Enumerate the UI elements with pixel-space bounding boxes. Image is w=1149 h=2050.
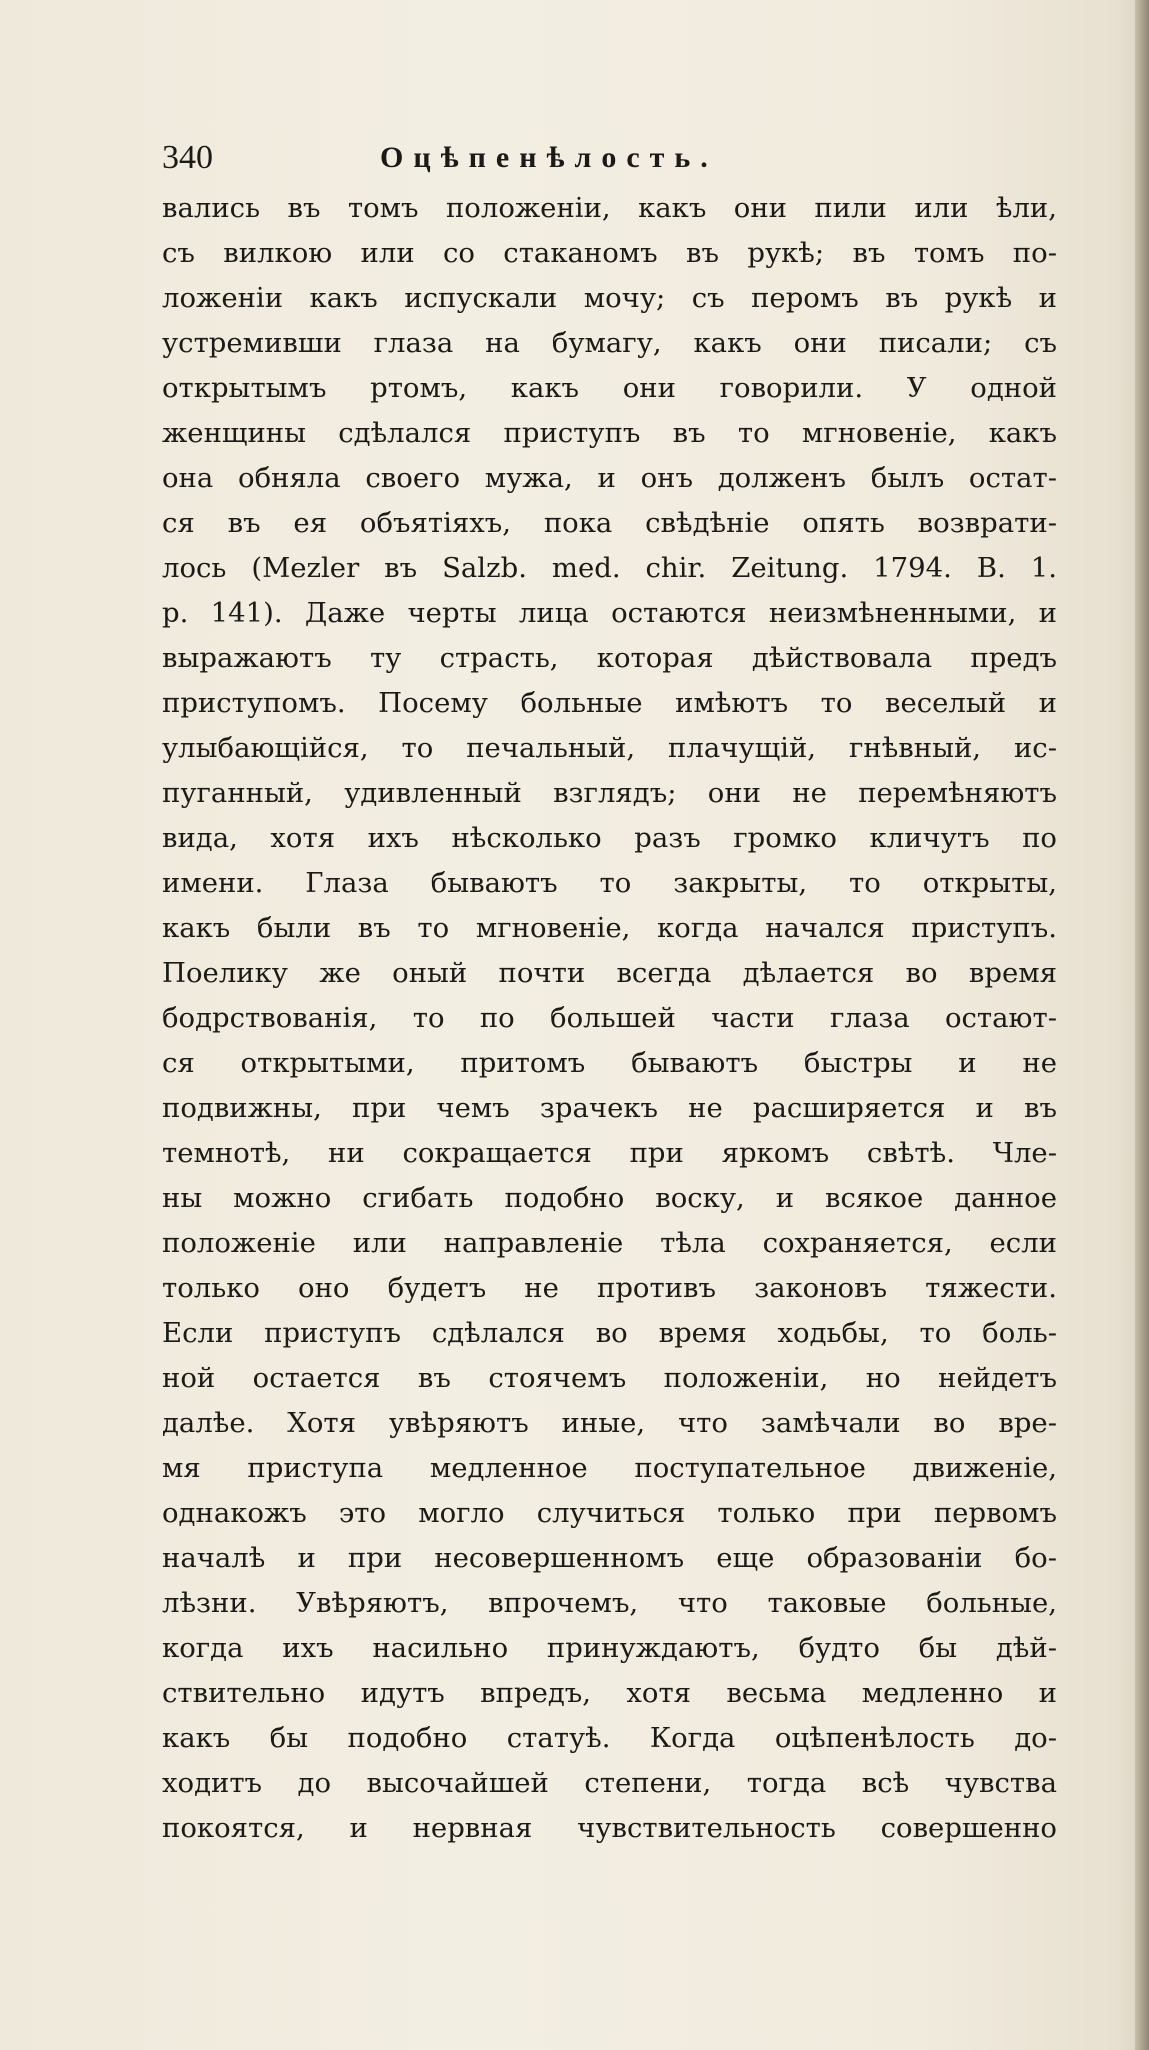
text-line: женщины сдѣлался приступъ въ то мгновеніе, какъ	[162, 417, 1057, 449]
text-line: имени. Глаза бываютъ то закрыты, то открыты,	[162, 867, 1057, 899]
page-header	[162, 138, 842, 178]
text-line: когда ихъ насильно принуждаютъ, будто бы дѣй-	[162, 1632, 1057, 1664]
text-line: Если приступъ сдѣлался во время ходьбы, то боль-	[162, 1317, 1057, 1349]
text-line: Поелику же оный почти всегда дѣлается во время	[162, 957, 1057, 989]
text-line: ся въ ея объятіяхъ, пока свѣдѣніе опять возврати-	[162, 507, 1057, 539]
text-line: лѣзни. Увѣряютъ, впрочемъ, что таковые больные,	[162, 1587, 1057, 1619]
page-number: 340	[162, 139, 213, 176]
text-line: положеніе или направленіе тѣла сохраняется, если	[162, 1227, 1057, 1259]
text-line: вались въ томъ положеніи, какъ они пили или ѣли,	[162, 192, 1057, 224]
text-line: ходитъ до высочайшей степени, тогда всѣ чувства	[162, 1767, 1057, 1799]
text-line: какъ были въ то мгновеніе, когда начался приступъ.	[162, 912, 1057, 944]
text-line: вида, хотя ихъ нѣсколько разъ громко кличутъ по	[162, 822, 1057, 854]
text-line: далѣе. Хотя увѣряютъ иные, что замѣчали во вре-	[162, 1407, 1057, 1439]
text-line: пуганный, удивленный взглядъ; они не перемѣняютъ	[162, 777, 1057, 809]
text-line: лось (Mezler въ Salzb. med. chir. Zeitung. 1794. B. 1.	[162, 552, 1057, 584]
text-line: началѣ и при несовершенномъ еще образованіи бо-	[162, 1542, 1057, 1574]
running-title: Оцѣпенѣлость.	[380, 141, 718, 174]
text-line: выражаютъ ту страсть, которая дѣйствовала предъ	[162, 642, 1057, 674]
text-line: темнотѣ, ни сокращается при яркомъ свѣтѣ. Чле-	[162, 1137, 1057, 1169]
text-line: p. 141). Даже черты лица остаются неизмѣненными, и	[162, 597, 1057, 629]
text-line: ной остается въ стоячемъ положеніи, но нейдетъ	[162, 1362, 1057, 1394]
text-line: бодрствованія, то по большей части глаза остают-	[162, 1002, 1057, 1034]
text-line: открытымъ ртомъ, какъ они говорили. У одной	[162, 372, 1057, 404]
text-line: только оно будетъ не противъ законовъ тяжести.	[162, 1272, 1057, 1304]
text-line: приступомъ. Посему больные имѣютъ то веселый и	[162, 687, 1057, 719]
text-line: покоятся, и нервная чувствительность совершенно	[162, 1812, 1057, 1844]
body-text	[162, 186, 1057, 1851]
text-line: какъ бы подобно статуѣ. Когда оцѣпенѣлость до-	[162, 1722, 1057, 1754]
text-line: устремивши глаза на бумагу, какъ они писали; съ	[162, 327, 1057, 359]
text-line: ны можно сгибать подобно воску, и всякое данное	[162, 1182, 1057, 1214]
text-line: подвижны, при чемъ зрачекъ не расширяется и въ	[162, 1092, 1057, 1124]
text-line: ложеніи какъ испускали мочу; съ перомъ въ рукѣ и	[162, 282, 1057, 314]
text-line: ся открытыми, притомъ бываютъ быстры и не	[162, 1047, 1057, 1079]
page-spine-shadow	[1135, 0, 1149, 2050]
text-line: съ вилкою или со стаканомъ въ рукѣ; въ томъ по-	[162, 237, 1057, 269]
text-line: улыбающійся, то печальный, плачущій, гнѣвный, ис-	[162, 732, 1057, 764]
text-line: однакожъ это могло случиться только при первомъ	[162, 1497, 1057, 1529]
text-line: она обняла своего мужа, и онъ долженъ былъ остат-	[162, 462, 1057, 494]
text-line: мя приступа медленное поступательное движеніе,	[162, 1452, 1057, 1484]
text-line: ствительно идутъ впредъ, хотя весьма медленно и	[162, 1677, 1057, 1709]
